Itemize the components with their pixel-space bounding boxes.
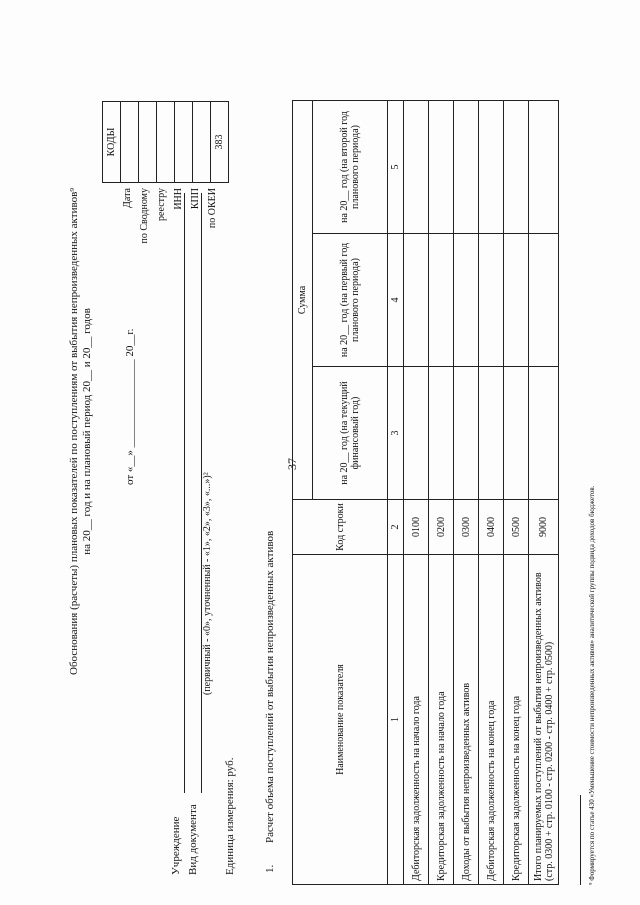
calculation-table — [292, 100, 559, 885]
codes-label-kpp: КПП — [190, 188, 201, 210]
header-col5: на 20__ год (на второй год планового периода) — [313, 101, 388, 234]
doc-type-hint: (первичный - «0», уточненный - «1», «2», «3», «...»)² — [202, 472, 213, 695]
date-line: от «__» ________________ 20__г. — [124, 328, 136, 485]
row-value-cell[interactable] — [504, 101, 529, 234]
header-code: Код строки — [293, 500, 388, 555]
row-name: Дебиторская задолженность на конец года — [479, 555, 504, 885]
row-value-cell[interactable] — [454, 101, 479, 234]
row-name-total: Итого планируемых поступлений от выбытия непроизведенных активов (стр. 0300 + стр. 0100 - стр. 0200 - стр. 0400 + стр. 0500) — [529, 555, 559, 885]
footnote: ⁹ Формируется по статье 430 «Уменьшение стоимости непроизведенных активов» аналитической группы подвида доходов бюджетов. — [588, 485, 596, 885]
row-code: 0300 — [454, 500, 479, 555]
row-value-cell[interactable] — [404, 234, 429, 367]
codes-label-inn: ИНН — [173, 188, 184, 210]
institution-field[interactable] — [184, 193, 185, 793]
codes-header: КОДЫ — [103, 102, 121, 183]
table-row — [429, 101, 454, 885]
row-value-cell[interactable] — [504, 367, 529, 500]
header-col3: на 20__ год (на текущий финансовый год) — [313, 367, 388, 500]
row-name: Дебиторская задолженность на начало года — [404, 555, 429, 885]
footnote-divider — [580, 795, 581, 885]
col-number-3: 3 — [388, 367, 404, 500]
table-row — [479, 101, 504, 885]
row-name: Доходы от выбытия непроизведенных активов — [454, 555, 479, 885]
codes-label-registry-1: по Сводному — [139, 188, 150, 244]
institution-label: Учреждение — [170, 816, 182, 875]
table-row — [504, 101, 529, 885]
header-sum: Сумма — [293, 101, 313, 500]
unit-label: Единица измерения: руб. — [224, 757, 236, 875]
document-title — [68, 188, 94, 675]
doc-type-label: Вид документа — [187, 804, 199, 875]
row-value-cell[interactable] — [429, 101, 454, 234]
table-row — [404, 101, 429, 885]
page-number: 37 — [285, 458, 299, 470]
codes-label-okei: по ОКЕИ — [207, 188, 218, 229]
table-row — [529, 101, 559, 885]
code-okei-cell: 383 — [211, 102, 229, 183]
row-value-cell[interactable] — [479, 101, 504, 234]
col-number-1: 1 — [388, 555, 404, 885]
title-line-1: Обоснования (расчеты) плановых показателей по поступлениям от выбытия непроизведенных активов⁹ — [68, 187, 80, 675]
code-registry-cell[interactable] — [139, 102, 157, 183]
row-value-cell[interactable] — [454, 367, 479, 500]
row-name: Кредиторская задолженность на конец года — [504, 555, 529, 885]
title-line-2: на 20__ год и на плановый период 20__ и 20__ годов — [81, 308, 93, 555]
codes-table — [102, 101, 229, 183]
row-value-cell[interactable] — [529, 367, 559, 500]
col-number-2: 2 — [388, 500, 404, 555]
code-kpp-cell[interactable] — [193, 102, 211, 183]
row-code: 0100 — [404, 500, 429, 555]
row-value-cell[interactable] — [529, 234, 559, 367]
code-registry-cell-2[interactable] — [157, 102, 175, 183]
col-number-4: 4 — [388, 234, 404, 367]
row-code: 0200 — [429, 500, 454, 555]
section-title: Расчет объема поступлений от выбытия непроизведенных активов — [264, 530, 276, 843]
row-value-cell[interactable] — [529, 101, 559, 234]
section-number: 1. — [264, 864, 276, 873]
row-value-cell[interactable] — [404, 367, 429, 500]
row-value-cell[interactable] — [404, 101, 429, 234]
row-value-cell[interactable] — [429, 367, 454, 500]
row-code: 9000 — [529, 500, 559, 555]
codes-label-registry-2: реестру — [156, 188, 167, 221]
row-value-cell[interactable] — [479, 367, 504, 500]
row-value-cell[interactable] — [429, 234, 454, 367]
row-value-cell[interactable] — [504, 234, 529, 367]
header-name: Наименование показателя — [293, 555, 388, 885]
codes-label-date: Дата — [122, 188, 133, 208]
row-value-cell[interactable] — [479, 234, 504, 367]
row-name: Кредиторская задолженность на начало года — [429, 555, 454, 885]
header-col4: на 20__ год (на первый год планового периода) — [313, 234, 388, 367]
code-inn-cell[interactable] — [175, 102, 193, 183]
row-value-cell[interactable] — [454, 234, 479, 367]
table-row — [454, 101, 479, 885]
row-code: 0400 — [479, 500, 504, 555]
code-date-cell[interactable] — [121, 102, 139, 183]
col-number-5: 5 — [388, 101, 404, 234]
codes-labels — [119, 188, 221, 260]
row-code: 0500 — [504, 500, 529, 555]
